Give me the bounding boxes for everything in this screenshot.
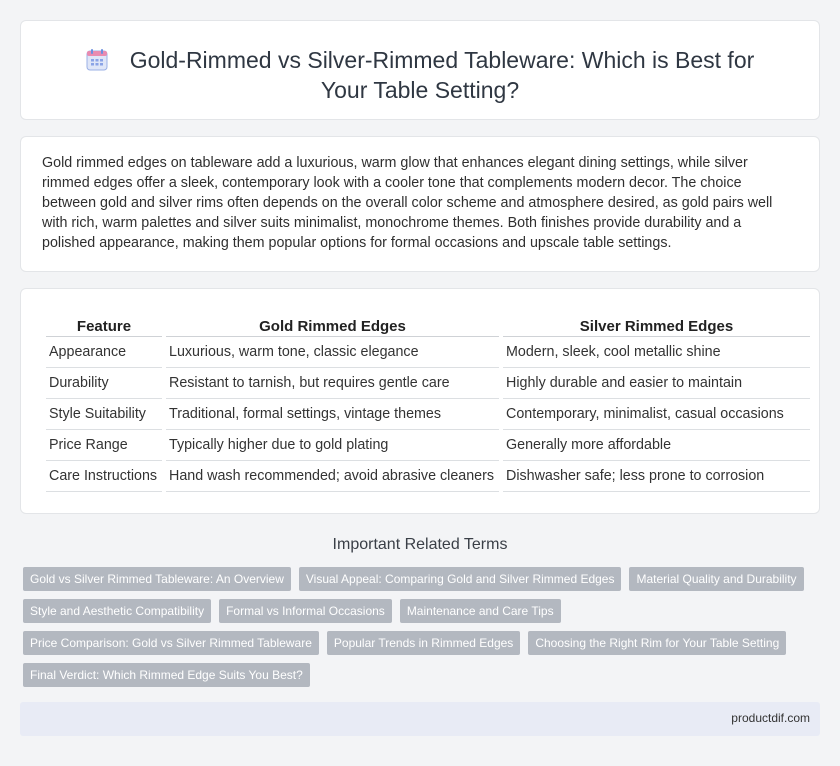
cell-feature: Durability xyxy=(46,368,162,399)
title-card xyxy=(20,20,820,120)
cell-silver: Contemporary, minimalist, casual occasions xyxy=(503,399,810,430)
cell-gold: Typically higher due to gold plating xyxy=(166,430,499,461)
cell-silver: Modern, sleek, cool metallic shine xyxy=(503,337,810,368)
tag-row xyxy=(23,631,803,655)
tag-link[interactable]: Final Verdict: Which Rimmed Edge Suits You Best? xyxy=(23,663,310,687)
tag-link[interactable]: Style and Aesthetic Compatibility xyxy=(23,599,211,623)
tag-link[interactable]: Gold vs Silver Rimmed Tableware: An Overview xyxy=(23,567,291,591)
cell-silver: Generally more affordable xyxy=(503,430,810,461)
table-header-row xyxy=(46,316,810,337)
intro-card xyxy=(20,136,820,272)
tag-link[interactable]: Maintenance and Care Tips xyxy=(400,599,561,623)
tag-link[interactable]: Price Comparison: Gold vs Silver Rimmed Tableware xyxy=(23,631,319,655)
intro-paragraph: Gold rimmed edges on tableware add a luxurious, warm glow that enhances elegant dining settings, while silver rimmed edges offer a sleek, contemporary look with a cooler tone that complements modern decor. The choice between gold and silver rims often depends on the overall color scheme and atmosphere desired, as gold pairs well with rich, warm palettes and silver suits minimalist, monochrome themes. Both finishes provide durability and a polished appearance, making them popular options for formal occasions and upscale table settings. xyxy=(42,155,773,251)
table-row xyxy=(46,337,810,368)
table-row xyxy=(46,430,810,461)
cell-gold: Traditional, formal settings, vintage themes xyxy=(166,399,499,430)
comparison-table xyxy=(42,316,814,492)
table-row xyxy=(46,461,810,492)
cell-gold: Hand wash recommended; avoid abrasive cleaners xyxy=(166,461,499,492)
tag-row xyxy=(23,567,803,591)
tag-row xyxy=(23,663,803,687)
cell-feature: Appearance xyxy=(46,337,162,368)
table-row xyxy=(46,399,810,430)
cell-feature: Care Instructions xyxy=(46,461,162,492)
table-row xyxy=(46,368,810,399)
header-gold: Gold Rimmed Edges xyxy=(166,316,499,337)
tag-link[interactable]: Popular Trends in Rimmed Edges xyxy=(327,631,520,655)
cell-gold: Luxurious, warm tone, classic elegance xyxy=(166,337,499,368)
cell-feature: Price Range xyxy=(46,430,162,461)
page-title-text: Gold-Rimmed vs Silver-Rimmed Tableware: Which is Best for Your Table Setting? xyxy=(129,47,755,103)
tag-link[interactable]: Visual Appeal: Comparing Gold and Silver Rimmed Edges xyxy=(299,567,622,591)
tag-link[interactable]: Choosing the Right Rim for Your Table Setting xyxy=(528,631,786,655)
tag-link[interactable]: Material Quality and Durability xyxy=(629,567,803,591)
cell-silver: Dishwasher safe; less prone to corrosion xyxy=(503,461,810,492)
comparison-card xyxy=(20,288,820,514)
tag-row xyxy=(23,599,803,623)
cell-gold: Resistant to tarnish, but requires gentle care xyxy=(166,368,499,399)
related-terms-tags xyxy=(23,567,803,695)
tag-link[interactable]: Formal vs Informal Occasions xyxy=(219,599,392,623)
calendar-icon xyxy=(86,48,108,71)
header-silver: Silver Rimmed Edges xyxy=(503,316,810,337)
page-title xyxy=(21,45,819,105)
related-terms-heading: Important Related Terms xyxy=(332,536,508,553)
footer xyxy=(20,702,820,736)
header-feature: Feature xyxy=(46,316,162,337)
footer-site-link[interactable]: productdif.com xyxy=(731,711,810,725)
cell-silver: Highly durable and easier to maintain xyxy=(503,368,810,399)
cell-feature: Style Suitability xyxy=(46,399,162,430)
